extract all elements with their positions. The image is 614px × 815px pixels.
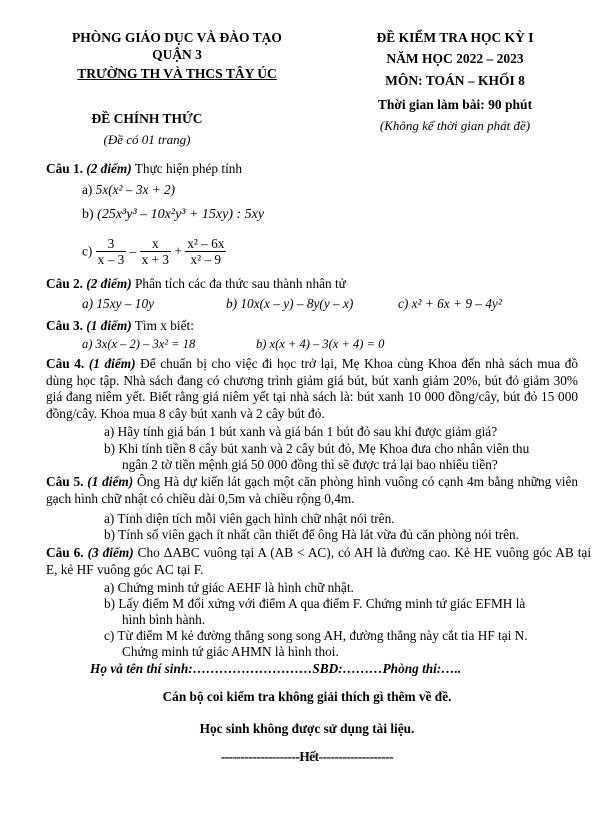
dept-name: PHÒNG GIÁO DỤC VÀ ĐÀO TẠO bbox=[72, 30, 282, 45]
question-4b-line2: ngân 2 tờ tiền mệnh giá 50 000 đồng thì sẽ được trả lại bao nhiêu tiền? bbox=[122, 457, 498, 472]
end-marker: --------------------Hết------------------- bbox=[220, 749, 394, 764]
official-label: ĐỀ CHÍNH THỨC bbox=[91, 111, 203, 126]
question-2-heading: Câu 2. (2 điểm) Phân tích các đa thức sau thành nhân tử bbox=[46, 276, 346, 291]
question-4a: a) Hãy tính giá bán 1 bút xanh và giá bán 1 bút đỏ sau khi được giảm giá? bbox=[104, 424, 498, 439]
question-6b-line2: hình bình hành. bbox=[122, 612, 206, 627]
question-6-body: Câu 6. (3 điểm) Cho ΔABC vuông tại A (AB < AC), có AH là đường cao. Kẻ HE vuông góc AB tại E, kẻ HF vuông góc AC tại F. bbox=[46, 545, 592, 577]
school-year: NĂM HỌC 2022 – 2023 bbox=[386, 51, 524, 66]
question-2a: a) 15xy – 10y bbox=[82, 296, 154, 311]
question-6b-line1: b) Lấy điểm M đối xứng với điểm A qua điểm F. Chứng minh tứ giác EFMH là bbox=[104, 596, 526, 611]
fraction-1: $\frac{3}{x - 3}$ bbox=[97, 236, 125, 267]
question-1-heading: Câu 1. (2 điểm) Thực hiện phép tính bbox=[46, 161, 243, 176]
student-info-line: Họ và tên thí sinh:………………………SBD:………Phòng thi:….. bbox=[90, 661, 462, 676]
page-count-note: (Đề có 01 trang) bbox=[103, 132, 191, 147]
no-materials-note: Học sinh không được sử dụng tài liệu. bbox=[199, 721, 415, 736]
exam-duration: Thời gian làm bài: 90 phút bbox=[377, 97, 533, 112]
question-5-body: Câu 5. (1 điểm) Ông Hà dự kiến lát gạch một căn phòng hình vuông có cạnh 4m bằng những viên gạch hình chữ nhật có chiều dài 0,5m và chiều rộng 0,4m. bbox=[46, 474, 578, 506]
question-6c-line1: c) Từ điểm M kẻ đường thẳng song song AH, đường thẳng này cắt tia HF tại N. bbox=[104, 628, 528, 643]
question-3-heading: Câu 3. (1 điểm) Tìm x biết: bbox=[46, 318, 194, 333]
question-5b: b) Tính số viên gạch ít nhất cần thiết để ông Hà lát vừa đủ căn phòng nói trên. bbox=[104, 527, 519, 542]
invigilator-note: Cán bộ coi kiểm tra không giải thích gì thêm về đề. bbox=[162, 689, 452, 704]
question-4b-line1: b) Khi tính tiền 8 cây bút xanh và 2 cây bút đỏ, Mẹ Khoa đưa cho nhân viên thu bbox=[104, 441, 530, 456]
question-1c: c) $\frac{3}{x - 3}$ – $\frac{x}{x + 3}$ + $\frac{\text{x² – 6x}}{\text{x² – 9}}$ bbox=[82, 236, 225, 267]
question-2c: c) x² + 6x + 9 – 4y² bbox=[398, 296, 502, 311]
question-5a: a) Tính diện tích mỗi viên gạch hình chữ nhật nói trên. bbox=[104, 511, 395, 526]
district-name: QUẬN 3 bbox=[152, 47, 202, 62]
question-1a: a) 5x(x² – 3x + 2) bbox=[82, 182, 176, 197]
question-2b: b) 10x(x – y) – 8y(y – x) bbox=[226, 296, 354, 311]
question-4-body: Câu 4. (1 điểm) Để chuẩn bị cho việc đi học trở lại, Mẹ Khoa cùng Khoa đến nhà sách mua đồ dùng học tập. Nhà sách đang có chương trình giảm giá bút, bút xanh giảm 20%, bút đỏ giảm 30% giá đang niêm yết. Biết rằng giá niêm yết tại nhà sách là: bút xanh 10 000 đồng/cây, bút đỏ 15 000 đồng/cây. Khoa mua 8 cây bút xanh và 2 cây bút đỏ. bbox=[46, 356, 579, 421]
fraction-2: $\frac{x}{x + 3}$ bbox=[141, 236, 170, 267]
question-3a: a) 3x(x – 2) – 3x² = 18 bbox=[82, 337, 196, 351]
question-3b: b) x(x + 4) – 3(x + 4) = 0 bbox=[256, 337, 385, 351]
school-name: TRƯỜNG TH VÀ THCS TÂY ÚC bbox=[77, 66, 277, 81]
question-6c-line2: Chứng minh tứ giác AHMN là hình thoi. bbox=[122, 644, 339, 659]
subject-grade: MÔN: TOÁN – KHỐI 8 bbox=[385, 73, 525, 88]
fraction-3: $\frac{\text{x² – 6x}}{\text{x² – 9}}$ bbox=[187, 236, 225, 267]
question-1b: b) (25x³y³ – 10x²y³ + 15xy) : 5xy bbox=[82, 207, 265, 222]
question-6a: a) Chứng minh tứ giác AEHF là hình chữ nhật. bbox=[104, 580, 354, 595]
exam-title: ĐỀ KIỂM TRA HỌC KỲ I bbox=[376, 30, 534, 45]
duration-note: (Không kể thời gian phát đề) bbox=[379, 118, 531, 133]
